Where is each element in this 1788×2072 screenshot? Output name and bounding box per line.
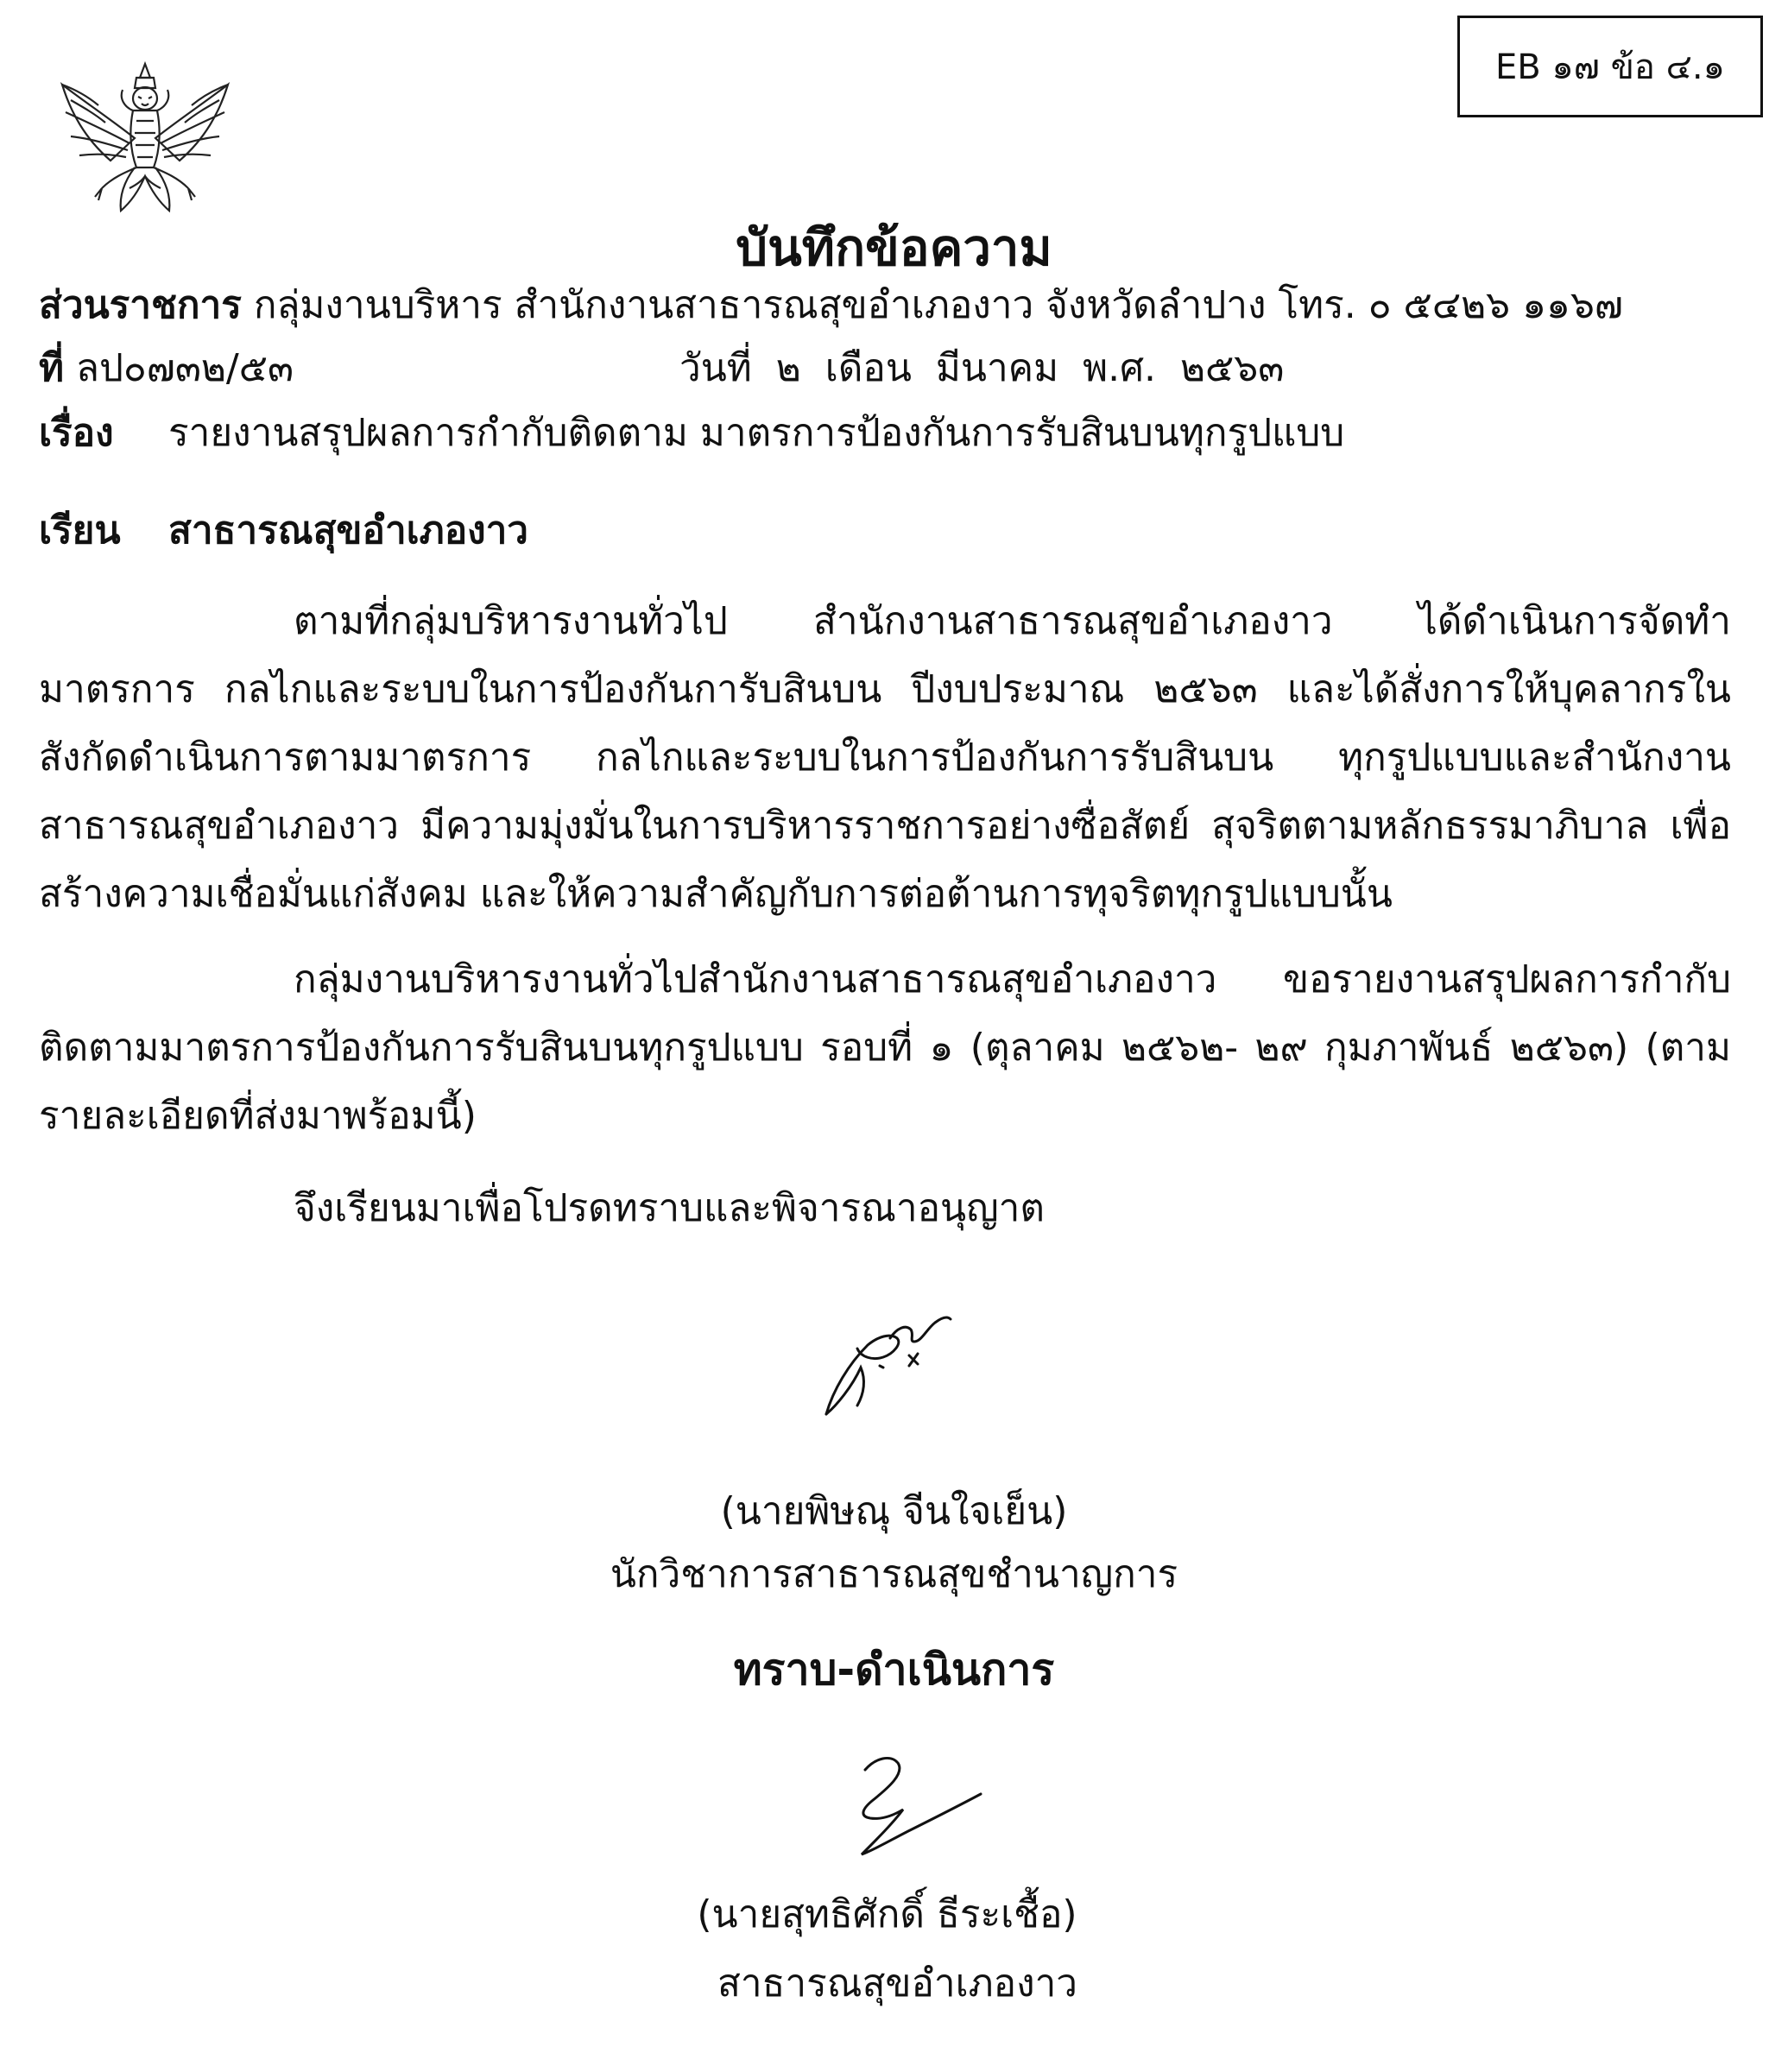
month-label: เดือน (825, 346, 912, 390)
date-month: มีนาคม (935, 346, 1059, 390)
body-paragraph-2 (39, 945, 1731, 1150)
date-line (679, 346, 1285, 390)
approval-note: ทราบ-ดำเนินการ (733, 1645, 1055, 1695)
signer-1-name: (นายพิษณุ จีนใจเย็น) (720, 1489, 1068, 1533)
body-paragraph-1-text: ตามที่กลุ่มบริหารงานทั่วไป สำนักงานสาธารณสุขอำเภองาว ได้ดำเนินการจัดทำมาตรการ กลไกและระบบในการป้องกันการับสินบน ปีงบประมาณ ๒๕๖๓ และได้สั่งการให้บุคลากรในสังกัดดำเนินการตามมาตรการ กลไกและระบบในการป้องกันการรับสินบน ทุกรูปแบบและสำนักงานสาธารณสุขอำเภองาว มีความมุ่งมั่นในการบริหารราชการอย่างซื่อสัตย์ สุจริตตามหลักธรรมาภิบาล เพื่อสร้างความเชื่อมั่นแก่สังคม และให้ความสำคัญกับการต่อต้านการทุจริตทุกรูปแบบนั้น (39, 599, 1731, 916)
signer-2-name: (นายสุทธิศักดิ์ ธีระเชื้อ) (697, 1892, 1077, 1936)
year-label: พ.ศ. (1083, 346, 1157, 390)
agency-label: ส่วนราชการ (39, 283, 242, 327)
signature-1-icon (807, 1304, 980, 1433)
body-paragraph-1 (39, 587, 1731, 928)
agency-line (39, 283, 1623, 327)
salutation-recipient: สาธารณสุขอำเภองาว (168, 509, 529, 553)
date-label: วันที่ (679, 346, 752, 390)
body-paragraph-2-text: กลุ่มงานบริหารงานทั่วไปสำนักงานสาธารณสุขอำเภองาว ขอรายงานสรุปผลการกำกับติดตามมาตรการป้องกันการรับสินบนทุกรูปแบบ รอบที่ ๑ (ตุลาคม ๒๕๖๒- ๒๙ กุมภาพันธ์ ๒๕๖๓) (ตามรายละเอียดที่ส่งมาพร้อมนี้) (39, 957, 1731, 1138)
signature-2-icon (820, 1744, 993, 1873)
date-day: ๒ (775, 346, 801, 390)
document-code: EB ๑๗ ข้อ ๔.๑ (1494, 47, 1726, 87)
subject-line (39, 411, 114, 455)
reference-number: ลป๐๗๓๒/๕๓ (76, 346, 294, 390)
garuda-emblem-icon (50, 59, 240, 223)
salutation-label: เรียน (39, 509, 121, 553)
subject-value: รายงานสรุปผลการกำกับติดตาม มาตรการป้องกันการรับสินบนทุกรูปแบบ (168, 411, 1345, 455)
reference-line (39, 346, 294, 390)
subject-label: เรื่อง (39, 411, 114, 455)
signer-2-position: สาธารณสุขอำเภองาว (717, 1961, 1077, 2006)
memo-title: บันทึกข้อความ (736, 218, 1052, 277)
document-code-box (1457, 16, 1763, 117)
agency-value: กลุ่มงานบริหาร สำนักงานสาธารณสุขอำเภองาว จังหวัดลำปาง โทร. ๐ ๕๔๒๖ ๑๑๖๗ (253, 283, 1623, 327)
signer-1-position: นักวิชาการสาธารณสุขชำนาญการ (610, 1552, 1178, 1596)
closing-line: จึงเรียนมาเพื่อโปรดทราบและพิจารณาอนุญาต (294, 1186, 1045, 1230)
reference-label: ที่ (39, 346, 65, 390)
date-year: ๒๕๖๓ (1180, 346, 1285, 390)
